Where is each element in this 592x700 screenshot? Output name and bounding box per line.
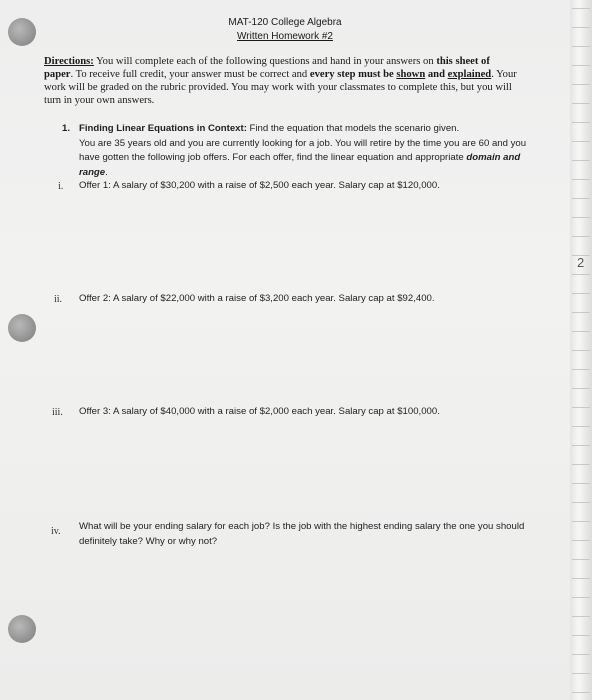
explained-emphasis: explained [447,69,492,80]
edge-line [572,369,590,370]
edge-line [572,502,590,503]
edge-line [572,464,590,465]
edge-line [572,236,590,237]
edge-line [572,84,590,85]
assignment-title-text: Written Homework #2 [237,31,333,42]
edge-line [572,331,590,332]
and-word: and [425,69,448,80]
margin-mark: 2 [577,255,585,270]
every-step-emphasis: every step must be [309,69,397,80]
this-sheet-emphasis: this sheet of paper [44,56,490,80]
part-i-numeral: i. [58,181,64,192]
edge-line [572,122,590,123]
edge-line [572,559,590,560]
edge-line [572,293,590,294]
edge-line [572,198,590,199]
directions-text-3: . Your work will be graded on the rubric provided. You may work with your classmates to complete this, but you will turn in your own answers. [44,69,517,106]
edge-line [572,8,590,9]
edge-line [572,407,590,408]
edge-line [572,635,590,636]
edge-line [572,597,590,598]
edge-line [572,103,590,104]
question-scenario: You are 35 years old and you are currently looking for a job. You will retire by the time you are 60 and you have gotten the following job offers. For each offer, find the linear equation and appropriate [79,137,527,163]
edge-line [572,46,590,47]
shown-emphasis: shown [396,69,426,80]
part-iii-numeral: iii. [52,407,63,418]
part-ii-text: Offer 2: A salary of $22,000 with a raise of $3,200 each year. Salary cap at $92,400. [79,293,435,304]
edge-line [572,27,590,28]
bleed-through-area [110,462,510,492]
punch-hole [8,314,36,342]
domain-range-emphasis: domain and range [79,152,521,178]
edge-line [572,217,590,218]
edge-line [572,540,590,541]
part-ii-numeral: ii. [54,294,63,305]
part-iv-text: What will be your ending salary for each job? Is the job with the highest ending salary the one you should definitely take? Why or why not? [79,521,525,547]
question-number: 1. [62,123,71,134]
edge-line [572,426,590,427]
directions-label: Directions: [44,56,94,67]
question-period: . [105,166,108,178]
edge-line [572,274,590,275]
edge-line [572,673,590,674]
assignment-title [0,31,570,42]
edge-line [572,388,590,389]
question-body [79,122,531,180]
directions-text-1: You will complete each of the following questions and hand in your answers on [93,56,437,67]
edge-line [572,160,590,161]
edge-line [572,692,590,693]
course-title: MAT-120 College Algebra [228,17,342,28]
part-i-text: Offer 1: A salary of $30,200 with a raise of $2,500 each year. Salary cap at $120,000. [79,180,440,191]
edge-line [572,312,590,313]
edge-line [572,350,590,351]
question-instruction: Find the equation that models the scenario given. [246,123,460,134]
directions-text-2: . To receive full credit, your answer must be correct and [70,69,310,80]
edge-line [572,578,590,579]
edge-line [572,141,590,142]
edge-line [572,483,590,484]
part-iii-text: Offer 3: A salary of $40,000 with a raise of $2,000 each year. Salary cap at $100,000. [79,406,440,417]
edge-line [572,445,590,446]
edge-line [572,616,590,617]
punch-hole [8,615,36,643]
directions-paragraph [44,55,519,107]
part-iv-numeral: iv. [51,526,61,537]
notebook-edge [570,0,592,700]
edge-line [572,521,590,522]
edge-line [572,179,590,180]
edge-line [572,65,590,66]
question-title: Finding Linear Equations in Context: [79,123,247,134]
edge-line [572,654,590,655]
